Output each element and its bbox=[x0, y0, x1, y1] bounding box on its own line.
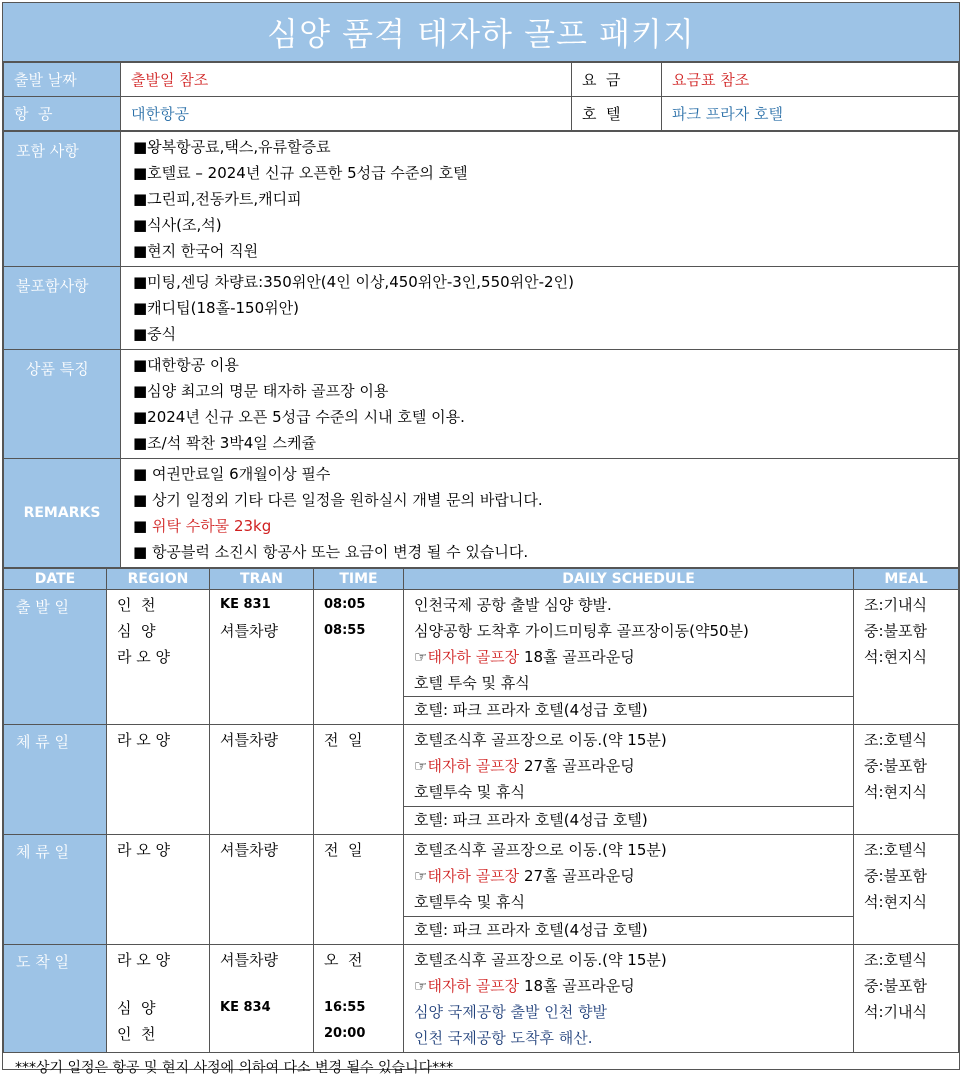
time-item: 전 일 bbox=[324, 731, 363, 749]
region-cell bbox=[107, 945, 210, 1053]
remarks-section bbox=[4, 459, 959, 568]
region-item: 라 오 양 bbox=[117, 648, 171, 666]
region-item: 심 양 bbox=[117, 999, 156, 1017]
golf-course-name: 태자하 골프장 bbox=[427, 867, 520, 885]
day-label: 도 착 일 bbox=[4, 945, 107, 1053]
schedule-row bbox=[4, 590, 959, 725]
tran-cell bbox=[210, 725, 314, 835]
meal-item: 석:현지식 bbox=[864, 783, 928, 801]
baggage-note: 위탁 수하물 23kg bbox=[151, 517, 272, 535]
region-item: 라 오 양 bbox=[117, 841, 171, 859]
remark-item: ■ 여권만료일 6개월이상 필수 bbox=[133, 465, 331, 483]
remark-item: ■ 항공블럭 소진시 항공사 또는 요금이 변경 될 수 있습니다. bbox=[133, 543, 529, 561]
schedule-line: 심양 국제공항 출발 인천 향발 bbox=[414, 1003, 607, 1021]
meal-item: 조:기내식 bbox=[864, 596, 928, 614]
schedule-row bbox=[4, 945, 959, 1053]
time-cell bbox=[314, 590, 404, 725]
info-row-airline bbox=[4, 97, 959, 131]
daily-schedule-cell bbox=[404, 945, 854, 1053]
airline-label: 항 공 bbox=[4, 97, 121, 131]
daily-schedule-cell bbox=[404, 590, 854, 725]
details-table bbox=[3, 131, 959, 568]
region-cell bbox=[107, 725, 210, 835]
time-cell bbox=[314, 945, 404, 1053]
remark-item: ■ 상기 일정외 기타 다른 일정을 원하실시 개별 문의 바랍니다. bbox=[133, 491, 543, 509]
schedule-line: 호텔조식후 골프장으로 이동.(약 15분) bbox=[414, 731, 667, 749]
excluded-item: ■캐디팁(18홀-150위안) bbox=[133, 299, 299, 317]
excluded-item: ■미팅,센딩 차량료:350위안(4인 이상,450위안-3인,550위안-2인) bbox=[133, 273, 574, 291]
footer-note: ***상기 일정은 항공 및 현지 사정에 의하여 다소 변경 될수 있습니다*** bbox=[15, 1060, 454, 1076]
pointer-icon: ☞ bbox=[414, 977, 428, 995]
hotel-line: 호텔: 파크 프라자 호텔(4성급 호텔) bbox=[404, 696, 853, 723]
departure-label: 출발 날짜 bbox=[4, 63, 121, 97]
region-cell bbox=[107, 835, 210, 945]
time-item: 16:55 bbox=[324, 1000, 366, 1015]
schedule-lines bbox=[404, 590, 853, 696]
time-item: 전 일 bbox=[324, 841, 363, 859]
meal-item: 석:현지식 bbox=[864, 648, 928, 666]
schedule-line: 인천국제 공항 출발 심양 향발. bbox=[414, 596, 612, 614]
airline-value: 대한항공 bbox=[121, 97, 572, 131]
golf-round-text: 27홀 골프라운딩 bbox=[519, 757, 635, 775]
feature-item: ■2024년 신규 오픈 5성급 수준의 시내 호텔 이용. bbox=[133, 408, 465, 426]
meal-cell bbox=[854, 590, 959, 725]
feature-item: ■심양 최고의 명문 태자하 골프장 이용 bbox=[133, 382, 389, 400]
meal-item: 중:불포함 bbox=[864, 622, 928, 640]
schedule-line bbox=[414, 753, 853, 779]
tran-cell bbox=[210, 945, 314, 1053]
meal-item: 중:불포함 bbox=[864, 977, 928, 995]
schedule-lines bbox=[404, 835, 853, 916]
remarks-label: REMARKS bbox=[4, 459, 121, 568]
day-label: 체 류 일 bbox=[4, 835, 107, 945]
included-section bbox=[4, 132, 959, 267]
meal-cell bbox=[854, 945, 959, 1053]
meal-cell bbox=[854, 835, 959, 945]
features-label: 상품 특징 bbox=[4, 350, 121, 459]
transport-item: 셔틀차량 bbox=[220, 841, 278, 859]
meal-item: 석:기내식 bbox=[864, 1003, 928, 1021]
schedule-lines bbox=[404, 945, 853, 1051]
region-item: 라 오 양 bbox=[117, 951, 171, 969]
hotel-value: 파크 프라자 호텔 bbox=[662, 97, 959, 131]
schedule-line: 심양공항 도착후 가이드미팅후 골프장이동(약50분) bbox=[414, 622, 749, 640]
page-title: 심양 품격 태자하 골프 패키지 bbox=[3, 3, 959, 62]
included-label: 포함 사항 bbox=[4, 132, 121, 267]
info-table bbox=[3, 62, 959, 131]
spacer bbox=[117, 973, 209, 995]
departure-value: 출발일 참조 bbox=[121, 63, 572, 97]
golf-round-text: 18홀 골프라운딩 bbox=[519, 648, 635, 666]
included-list bbox=[121, 132, 959, 267]
schedule-line: 호텔 투숙 및 휴식 bbox=[414, 674, 530, 692]
header-time: TIME bbox=[314, 569, 404, 590]
excluded-label: 불포함사항 bbox=[4, 267, 121, 350]
schedule-line: 호텔투숙 및 휴식 bbox=[414, 893, 525, 911]
header-daily: DAILY SCHEDULE bbox=[404, 569, 854, 590]
hotel-label: 호 텔 bbox=[572, 97, 662, 131]
time-item: 20:00 bbox=[324, 1026, 366, 1041]
spacer bbox=[220, 973, 313, 995]
included-item: ■현지 한국어 직원 bbox=[133, 242, 259, 260]
tran-cell bbox=[210, 590, 314, 725]
golf-round-text: 18홀 골프라운딩 bbox=[519, 977, 635, 995]
info-row-departure bbox=[4, 63, 959, 97]
region-item: 라 오 양 bbox=[117, 731, 171, 749]
excluded-list bbox=[121, 267, 959, 350]
schedule-lines bbox=[404, 725, 853, 806]
schedule-line bbox=[414, 973, 853, 999]
transport-item: 셔틀차량 bbox=[220, 731, 278, 749]
header-tran: TRAN bbox=[210, 569, 314, 590]
golf-course-name: 태자하 골프장 bbox=[427, 648, 520, 666]
golf-course-name: 태자하 골프장 bbox=[427, 977, 520, 995]
feature-item: ■조/석 꽉찬 3박4일 스케쥴 bbox=[133, 434, 317, 452]
schedule-line: 호텔투숙 및 휴식 bbox=[414, 783, 525, 801]
schedule-line: 호텔조식후 골프장으로 이동.(약 15분) bbox=[414, 841, 667, 859]
meal-item: 중:불포함 bbox=[864, 757, 928, 775]
included-item: ■식사(조,석) bbox=[133, 216, 222, 234]
price-label: 요 금 bbox=[572, 63, 662, 97]
package-page bbox=[2, 2, 960, 1076]
meal-item: 조:호텔식 bbox=[864, 841, 928, 859]
pointer-icon: ☞ bbox=[414, 867, 428, 885]
spacer bbox=[324, 973, 403, 995]
daily-schedule-cell bbox=[404, 725, 854, 835]
region-item: 인 천 bbox=[117, 1025, 156, 1043]
price-value: 요금표 참조 bbox=[662, 63, 959, 97]
transport-item: 셔틀차량 bbox=[220, 622, 278, 640]
header-date: DATE bbox=[4, 569, 107, 590]
header-meal: MEAL bbox=[854, 569, 959, 590]
schedule-line bbox=[414, 644, 853, 670]
meal-item: 중:불포함 bbox=[864, 867, 928, 885]
included-item: ■그린피,전동카트,캐디피 bbox=[133, 190, 302, 208]
excluded-section bbox=[4, 267, 959, 350]
meal-item: 조:호텔식 bbox=[864, 731, 928, 749]
golf-course-name: 태자하 골프장 bbox=[427, 757, 520, 775]
schedule-line bbox=[414, 863, 853, 889]
meal-cell bbox=[854, 725, 959, 835]
day-label: 체 류 일 bbox=[4, 725, 107, 835]
schedule-table bbox=[3, 568, 959, 1053]
region-item: 심 양 bbox=[117, 622, 156, 640]
included-item: ■호텔료 – 2024년 신규 오픈한 5성급 수준의 호텔 bbox=[133, 164, 468, 182]
time-item: 08:05 bbox=[324, 597, 366, 612]
header-region: REGION bbox=[107, 569, 210, 590]
schedule-line: 호텔조식후 골프장으로 이동.(약 15분) bbox=[414, 951, 667, 969]
region-item: 인 천 bbox=[117, 596, 156, 614]
transport-item: 셔틀차량 bbox=[220, 951, 278, 969]
hotel-line: 호텔: 파크 프라자 호텔(4성급 호텔) bbox=[404, 916, 853, 943]
schedule-row bbox=[4, 835, 959, 945]
excluded-item: ■중식 bbox=[133, 325, 177, 343]
feature-item: ■대한항공 이용 bbox=[133, 356, 239, 374]
daily-schedule-cell bbox=[404, 835, 854, 945]
features-list bbox=[121, 350, 959, 459]
flight-number: KE 834 bbox=[220, 1000, 271, 1015]
pointer-icon: ☞ bbox=[414, 757, 428, 775]
flight-number: KE 831 bbox=[220, 597, 271, 612]
golf-round-text: 27홀 골프라운딩 bbox=[519, 867, 635, 885]
features-section bbox=[4, 350, 959, 459]
region-cell bbox=[107, 590, 210, 725]
remark-item bbox=[133, 513, 958, 539]
day-label: 출 발 일 bbox=[4, 590, 107, 725]
remark-bullet: ■ bbox=[133, 517, 152, 535]
pointer-icon: ☞ bbox=[414, 648, 428, 666]
schedule-row bbox=[4, 725, 959, 835]
schedule-line: 인천 국제공항 도착후 해산. bbox=[414, 1029, 593, 1047]
time-cell bbox=[314, 725, 404, 835]
time-item: 08:55 bbox=[324, 623, 366, 638]
schedule-header bbox=[4, 569, 959, 590]
included-item: ■왕복항공료,택스,유류할증료 bbox=[133, 138, 331, 156]
remarks-list bbox=[121, 459, 959, 568]
meal-item: 석:현지식 bbox=[864, 893, 928, 911]
time-cell bbox=[314, 835, 404, 945]
hotel-line: 호텔: 파크 프라자 호텔(4성급 호텔) bbox=[404, 806, 853, 833]
tran-cell bbox=[210, 835, 314, 945]
time-item: 오 전 bbox=[324, 951, 363, 969]
meal-item: 조:호텔식 bbox=[864, 951, 928, 969]
